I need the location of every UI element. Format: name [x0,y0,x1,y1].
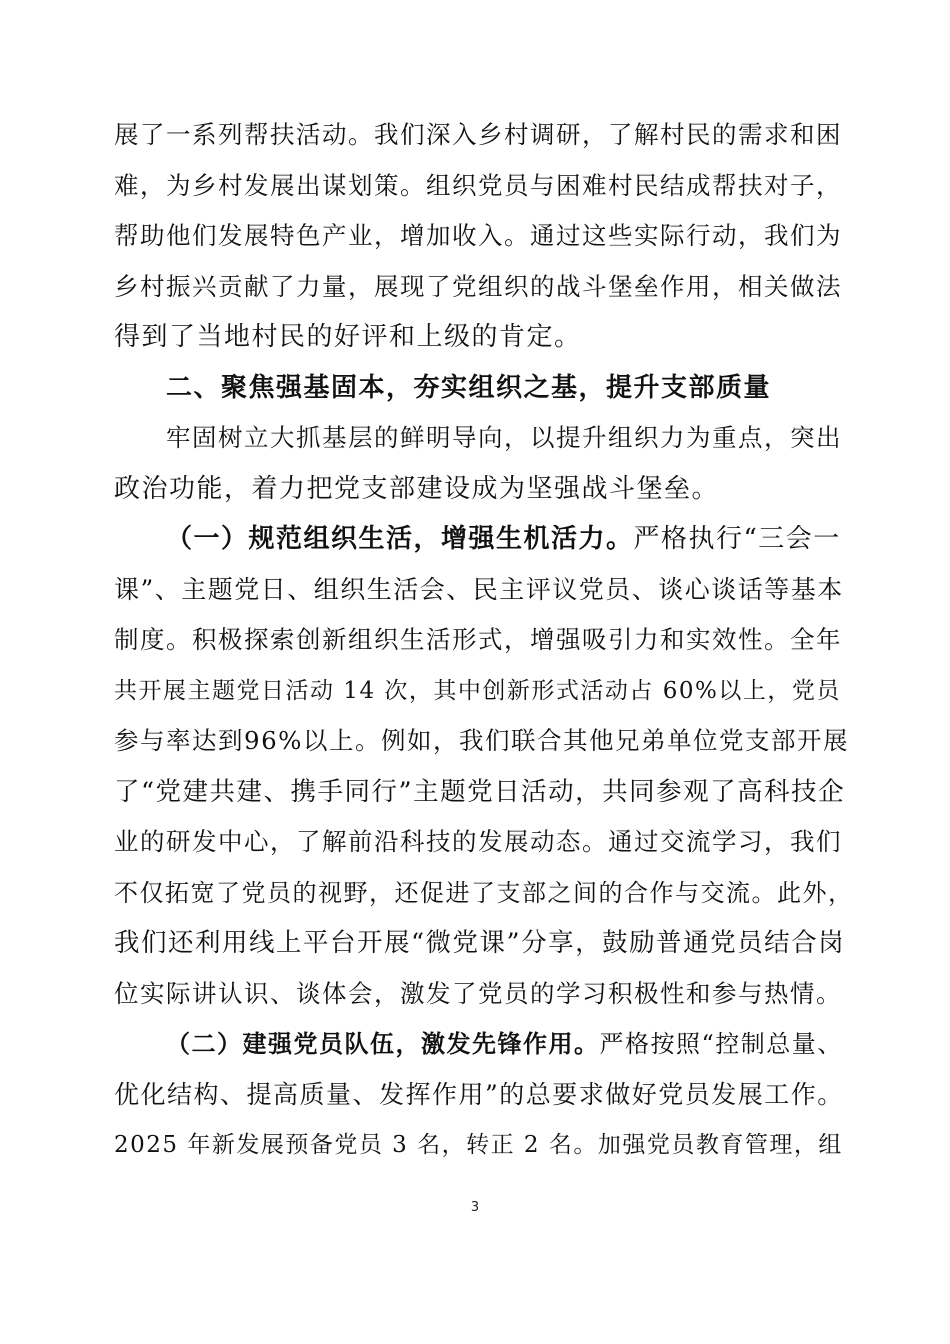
text-line: 共开展主题党日活动 14 次，其中创新形式活动占 60%以上，党员 [114,677,841,704]
text-line: 牢固树立大抓基层的鲜明导向，以提升组织力为重点，突出 [166,423,842,452]
text-line: 政治功能，着力把党支部建设成为坚强战斗堡垒。 [114,473,720,504]
text-line: 2025 年新发展预备党员 3 名，转正 2 名。加强党员教育管理，组 [114,1132,843,1158]
text-line: 不仅拓宽了党员的视野，还促进了支部之间的合作与交流。此外， [114,878,854,907]
subsection-heading-line: （二）建强党员队伍，激发先锋作用。严格按照“控制总量、 [166,1029,843,1058]
text-line: 我们还利用线上平台开展“微党课”分享，鼓励普通党员结合岗 [114,928,846,958]
text-line: 展了一系列帮扶活动。我们深入乡村调研，了解村民的需求和困 [114,120,842,149]
text-line: 制度。积极探索创新组织生活形式，增强吸引力和实效性。全年 [114,625,842,654]
subsection-heading: （一）规范组织生活，增强生机活力。 [166,524,634,554]
text-line: 课”、主题党日、组织生活会、民主评议党员、谈心谈话等基本 [114,574,844,604]
document-body [114,110,854,1171]
text-line: 乡村振兴贡献了力量，展现了党组织的战斗堡垒作用，相关做法 [114,271,842,301]
text-line: 优化结构、提高质量、发挥作用”的总要求做好党员发展工作。 [114,1079,844,1109]
subsection-heading: （二）建强党员队伍，激发先锋作用。 [166,1029,600,1058]
text-line: 了“党建共建、携手同行”主题党日活动，共同参观了高科技企 [114,776,846,807]
text-line: 难，为乡村发展出谋划策。组织党员与困难村民结成帮扶对子， [114,170,842,200]
page-number: 3 [470,1200,480,1215]
section-heading: 二、聚焦强基固本，夯实组织之基，提升支部质量 [166,372,772,403]
text-line: 位实际讲认识、谈体会，激发了党员的学习积极性和参与热情。 [114,978,842,1008]
text-line: 业的研发中心，了解前沿科技的发展动态。通过交流学习，我们 [114,827,842,856]
text-line: 参与率达到96%以上。例如，我们联合其他兄弟单位党支部开展 [114,726,849,755]
text-line: 帮助他们发展特色产业，增加收入。通过这些实际行动，我们为 [114,221,842,250]
text-line: 得到了当地村民的好评和上级的肯定。 [114,322,582,352]
subsection-heading-line: （一）规范组织生活，增强生机活力。严格执行“三会一 [166,524,841,554]
